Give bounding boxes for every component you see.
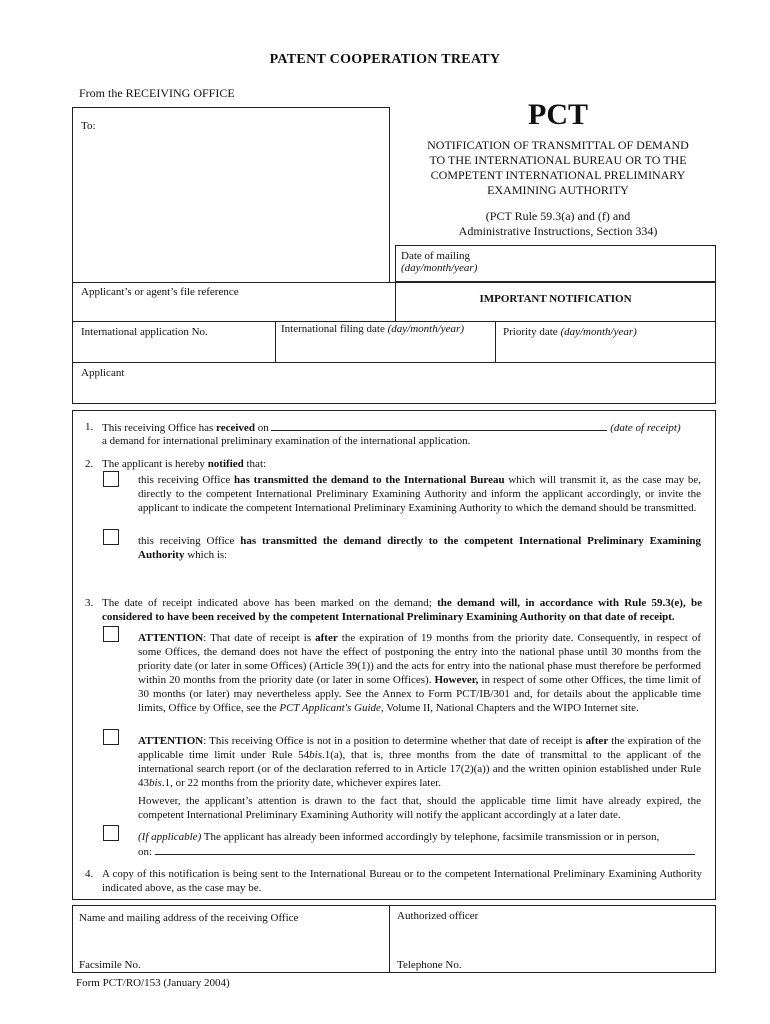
att2-d: bis <box>309 749 322 761</box>
opt3-italic: (If applicable) <box>138 831 202 843</box>
item3-number: 3. <box>85 597 94 609</box>
notification-title-line: COMPETENT INTERNATIONAL PRELIMINARY <box>430 168 686 182</box>
telephone-label: Telephone No. <box>397 959 462 971</box>
item3-bold: the demand will, in accordance with Rule 59.3(e), be considered to have been received by the competent International Preliminary Examining Authority on that date of receipt. <box>102 597 702 623</box>
opt3-text: The applicant has already been informed accordingly by telephone, facsimile transmission or in person, <box>201 831 660 843</box>
rule-line: Administrative Instructions, Section 334) <box>458 224 658 238</box>
file-reference-box <box>72 282 396 322</box>
att1-a: : That date of receipt is <box>203 632 316 644</box>
item4-text: A copy of this notification is being sent to the International Bureau or to the competent International Preliminary Examining Authority indicated above, as the case may be. <box>102 868 702 894</box>
att2-a: : This receiving Office is not in a position to determine whether that date of receipt is <box>203 735 586 747</box>
rule-reference <box>398 209 718 239</box>
item2-opt1-post: which will transmit it, as the case may be, directly to the competent International Preliminary Examining Authority and inform the applicant accordingly, or invite the applicant to indicate the competent International Preliminary Examining Authority to which the demand should be transmitted. <box>138 474 701 514</box>
att1-c: the expiration of 19 months from the priority date. Consequently, in respect of some Offices, the demand does not have the effect of postponing the entry into the national phase until 30 months from the priority date (or later in some Offices) (Article 39(1)) and the acts for entry into the national phase must therefore be performed within 20 months from the priority date (or later in some Offices). <box>138 632 701 686</box>
item1-number: 1. <box>85 421 94 433</box>
att2-label: ATTENTION <box>138 735 204 747</box>
date-of-mailing-label: Date of mailing <box>401 250 471 262</box>
form-identifier: Form PCT/RO/153 (January 2004) <box>76 977 230 989</box>
date-format: (day/month/year) <box>560 326 637 338</box>
date-of-receipt-field[interactable] <box>271 420 607 431</box>
item3-text <box>102 596 702 624</box>
att1-label: ATTENTION <box>138 632 204 644</box>
notification-title-line: EXAMINING AUTHORITY <box>487 183 629 197</box>
checkbox-attention-time-limit[interactable] <box>103 729 119 745</box>
att2-c: the expiration of the applicable time limit under Rule 54 <box>138 735 702 761</box>
item2-opt2-post: which is: <box>184 549 228 561</box>
item3-pre: The date of receipt indicated above has been marked on the demand; <box>102 597 438 609</box>
to-box <box>72 107 390 283</box>
item3-attention1-text <box>138 631 701 715</box>
receiving-office-box <box>72 905 390 973</box>
priority-date-text: Priority date <box>503 326 558 338</box>
priority-date-box <box>495 321 716 363</box>
from-office-label: From the RECEIVING OFFICE <box>79 86 235 100</box>
att2-f: bis <box>149 777 162 789</box>
name-address-label: Name and mailing address of the receiving Office <box>79 912 299 924</box>
rule-line: (PCT Rule 59.3(a) and (f) and <box>485 209 631 223</box>
item1-suffix: (date of receipt) <box>610 422 681 434</box>
item3-however-text: However, the applicant’s attention is drawn to the fact that, should the applicable time limit have already expired, the competent International Preliminary Examining Authority will notify the applicant accordingly at a later date. <box>138 795 701 821</box>
item3-option3-text <box>138 830 701 844</box>
notification-title-line: TO THE INTERNATIONAL BUREAU OR TO THE <box>429 153 687 167</box>
pct-heading: PCT <box>528 98 588 131</box>
att2-g: .1, or 22 months from the priority date, whichever expires later. <box>161 777 442 789</box>
att1-g: , Volume II, National Chapters and the WIPO Internet site. <box>380 702 639 714</box>
checkbox-attention-19-months[interactable] <box>103 626 119 642</box>
item1-text <box>102 420 702 435</box>
important-notification: IMPORTANT NOTIFICATION <box>479 293 632 305</box>
intl-application-no-box <box>72 321 276 363</box>
att2-b: after <box>585 735 609 747</box>
checkbox-transmitted-to-ipea[interactable] <box>103 529 119 545</box>
intl-filing-date-label <box>281 322 464 336</box>
item2-number: 2. <box>85 458 94 470</box>
informed-on-field[interactable] <box>155 844 695 855</box>
item2-opt2-pre: this receiving Office <box>138 535 241 547</box>
opt3-on: on: <box>138 846 153 858</box>
item2-opt1-pre: this receiving Office <box>138 474 234 486</box>
intl-filing-date-text: International filing date <box>281 323 385 335</box>
item1-line2: a demand for international preliminary examination of the international application. <box>102 435 471 447</box>
item4-number: 4. <box>85 868 94 880</box>
item2-post: that: <box>243 458 267 470</box>
date-format-label: (day/month/year) <box>401 262 478 274</box>
checkbox-already-informed[interactable] <box>103 825 119 841</box>
priority-date-label <box>503 325 637 339</box>
notification-title-line: NOTIFICATION OF TRANSMITTAL OF DEMAND <box>427 138 689 152</box>
treaty-title: PATENT COOPERATION TREATY <box>269 52 501 67</box>
item3-on-line <box>138 844 701 859</box>
authorized-officer-box <box>389 905 716 973</box>
item2-text <box>102 457 702 471</box>
notification-title <box>398 138 718 198</box>
item2-pre: The applicant is hereby <box>102 458 208 470</box>
item1-bold: received <box>216 422 255 434</box>
applicant-label: Applicant <box>81 367 125 379</box>
to-label: To: <box>81 120 96 132</box>
att2-e: .1(a), that is, three months from the date of transmittal to the applicant of the international search report (or of the declaration referred to in Article 17(2)(a)) and the written opinion established under Rule 43 <box>138 749 701 789</box>
item2-bold: notified <box>207 458 244 470</box>
item2-opt1-bold: has transmitted the demand to the International Bureau <box>234 474 505 486</box>
item2-opt2-bold: has transmitted the demand directly to the competent International Preliminary Examining Authority <box>138 535 701 561</box>
item2-option1-text <box>138 473 701 515</box>
authorized-officer-label: Authorized officer <box>397 910 479 922</box>
date-format: (day/month/year) <box>387 323 464 335</box>
att1-d: However, <box>434 674 479 686</box>
item2-option2-text <box>138 534 701 562</box>
item1-post: on <box>254 422 269 434</box>
intl-filing-date-box <box>275 321 496 363</box>
checkbox-transmitted-to-ib[interactable] <box>103 471 119 487</box>
file-reference-label: Applicant’s or agent’s file reference <box>81 286 239 298</box>
applicant-box <box>72 362 716 404</box>
intl-application-no-label: International application No. <box>81 326 208 338</box>
item3-attention2-text <box>138 734 701 790</box>
important-notification-box <box>395 282 716 322</box>
att1-e: in respect of some other Offices, the time limit of 30 months (or later) may nevertheless apply. See the Annex to Form PCT/IB/301 and, for details about the applicable time limits, Office by Office, see the <box>138 674 702 714</box>
item1-pre: This receiving Office has <box>102 422 217 434</box>
date-of-mailing-box <box>395 245 716 282</box>
att1-b: after <box>315 632 338 644</box>
facsimile-label: Facsimile No. <box>79 959 141 971</box>
att1-f: PCT Applicant's Guide <box>279 702 381 714</box>
